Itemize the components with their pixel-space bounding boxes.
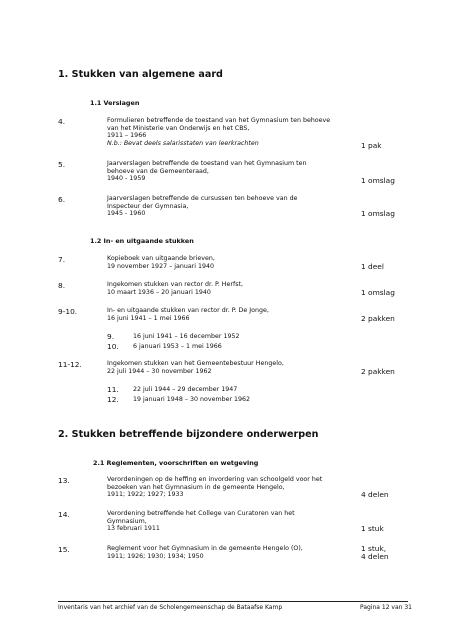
entry-description xyxy=(107,360,337,375)
description-line: 22 juli 1944 – 30 november 1962 xyxy=(107,367,212,375)
description-line: 1945 - 1960 xyxy=(107,210,146,218)
entry-quantity: 2 pakken xyxy=(361,367,395,376)
sub-entry-number: 10. xyxy=(107,342,119,351)
entry-number: 7. xyxy=(58,255,66,264)
entry-number: 8. xyxy=(58,281,66,290)
sub-entry-number: 9. xyxy=(107,332,115,341)
sub-entry-number: 11. xyxy=(107,385,119,394)
entry-description xyxy=(107,476,337,499)
description-line: bezoeken van het Gymnasium in de gemeente Hengelo, xyxy=(107,483,285,491)
entry-description xyxy=(107,307,337,322)
entry-number: 5. xyxy=(58,160,66,169)
description-line: behoeve van de Gemeenteraad, xyxy=(107,167,209,175)
entry-description xyxy=(107,255,337,270)
entry-quantity: 1 stuk xyxy=(361,524,384,533)
entry-quantity: 4 delen xyxy=(361,552,389,561)
entry-quantity: 1 omslag xyxy=(361,209,395,218)
description-line: 1911 – 1966 xyxy=(107,132,147,140)
entry-quantity: 2 pakken xyxy=(361,314,395,323)
description-line: Formulieren betreffende de toestand van het Gymnasium ten behoeve xyxy=(107,117,331,124)
entry-description xyxy=(107,160,337,183)
entry-number: 4. xyxy=(58,117,66,126)
description-line: 1911; 1926; 1930; 1934; 1950 xyxy=(107,552,204,560)
sub-entry-text: 6 januari 1953 – 1 mei 1966 xyxy=(133,343,222,350)
entry-quantity: 1 omslag xyxy=(361,288,395,297)
description-line: In- en uitgaande stukken van rector dr. P. De Jonge, xyxy=(107,307,269,314)
description-line: Verordening betreffende het College van Curatoren van het xyxy=(107,510,295,517)
subsection-heading-1-1: 1.1 Verslagen xyxy=(90,99,140,107)
sub-entry-text: 19 januari 1948 – 30 november 1962 xyxy=(133,396,251,403)
description-line: van het Ministerie van Onderwijs en het CBS, xyxy=(107,124,250,132)
description-line: 1940 - 1959 xyxy=(107,175,146,183)
description-line: Reglement voor het Gymnasium in de gemeente Hengelo (O), xyxy=(107,545,303,552)
footer-divider xyxy=(58,601,408,602)
description-line: Gymnasium, xyxy=(107,517,147,525)
entry-quantity: 1 stuk, xyxy=(361,544,387,553)
entry-quantity: 1 pak xyxy=(361,141,382,150)
entry-description xyxy=(107,117,337,147)
entry-number: 15. xyxy=(58,545,70,554)
section-heading-1: 1. Stukken van algemene aard xyxy=(58,69,223,80)
entry-number: 11-12. xyxy=(58,360,82,369)
description-line: Jaarverslagen betreffende de cursussen ten behoeve van de xyxy=(107,195,298,202)
footer-archive-title: Inventaris van het archief van de Scholengemeenschap de Bataafse Kamp xyxy=(58,604,283,611)
description-line: Kopieboek van uitgaande brieven, xyxy=(107,255,215,262)
entry-number: 14. xyxy=(58,510,70,519)
sub-entry-text: 22 juli 1944 – 29 december 1947 xyxy=(133,386,238,393)
description-line: Ingekomen stukken van rector dr. P. Herfst, xyxy=(107,281,243,288)
subsection-heading-2-1: 2.1 Reglementen, voorschriften en wetgeving xyxy=(93,459,259,467)
entry-description xyxy=(107,545,337,560)
entry-number: 13. xyxy=(58,476,70,485)
entry-note: N.b.: Bevat deels salarisstaten van leerkrachten xyxy=(107,139,259,147)
entry-quantity: 1 deel xyxy=(361,262,384,271)
section-heading-2: 2. Stukken betreffende bijzondere onderwerpen xyxy=(58,429,319,440)
footer-page-number: Pagina 12 van 31 xyxy=(360,604,413,611)
description-line: Ingekomen stukken van het Gemeentebestuur Hengelo, xyxy=(107,360,284,367)
entry-description xyxy=(107,195,337,218)
description-line: 19 november 1927 – januari 1940 xyxy=(107,262,215,270)
description-line: 10 maart 1936 – 20 januari 1940 xyxy=(107,288,211,296)
entry-number: 9-10. xyxy=(58,307,78,316)
description-line: Verordeningen op de heffing en invordering van schoolgeld voor het xyxy=(107,476,323,483)
entry-number: 6. xyxy=(58,195,66,204)
description-line: Jaarverslagen betreffende de toestand van het Gymnasium ten xyxy=(107,160,307,167)
entry-description xyxy=(107,510,337,533)
sub-entry-text: 16 juni 1941 – 16 december 1952 xyxy=(133,333,240,340)
subsection-heading-1-2: 1.2 In- en uitgaande stukken xyxy=(90,237,194,245)
description-line: 16 juni 1941 – 1 mei 1966 xyxy=(107,314,190,322)
description-line: 13 februari 1911 xyxy=(107,525,160,533)
description-line: 1911; 1922; 1927; 1933 xyxy=(107,491,184,499)
entry-quantity: 4 delen xyxy=(361,490,389,499)
sub-entry-number: 12. xyxy=(107,395,119,404)
description-line: Inspecteur der Gymnasia, xyxy=(107,202,189,210)
entry-description xyxy=(107,281,337,296)
entry-quantity: 1 omslag xyxy=(361,176,395,185)
